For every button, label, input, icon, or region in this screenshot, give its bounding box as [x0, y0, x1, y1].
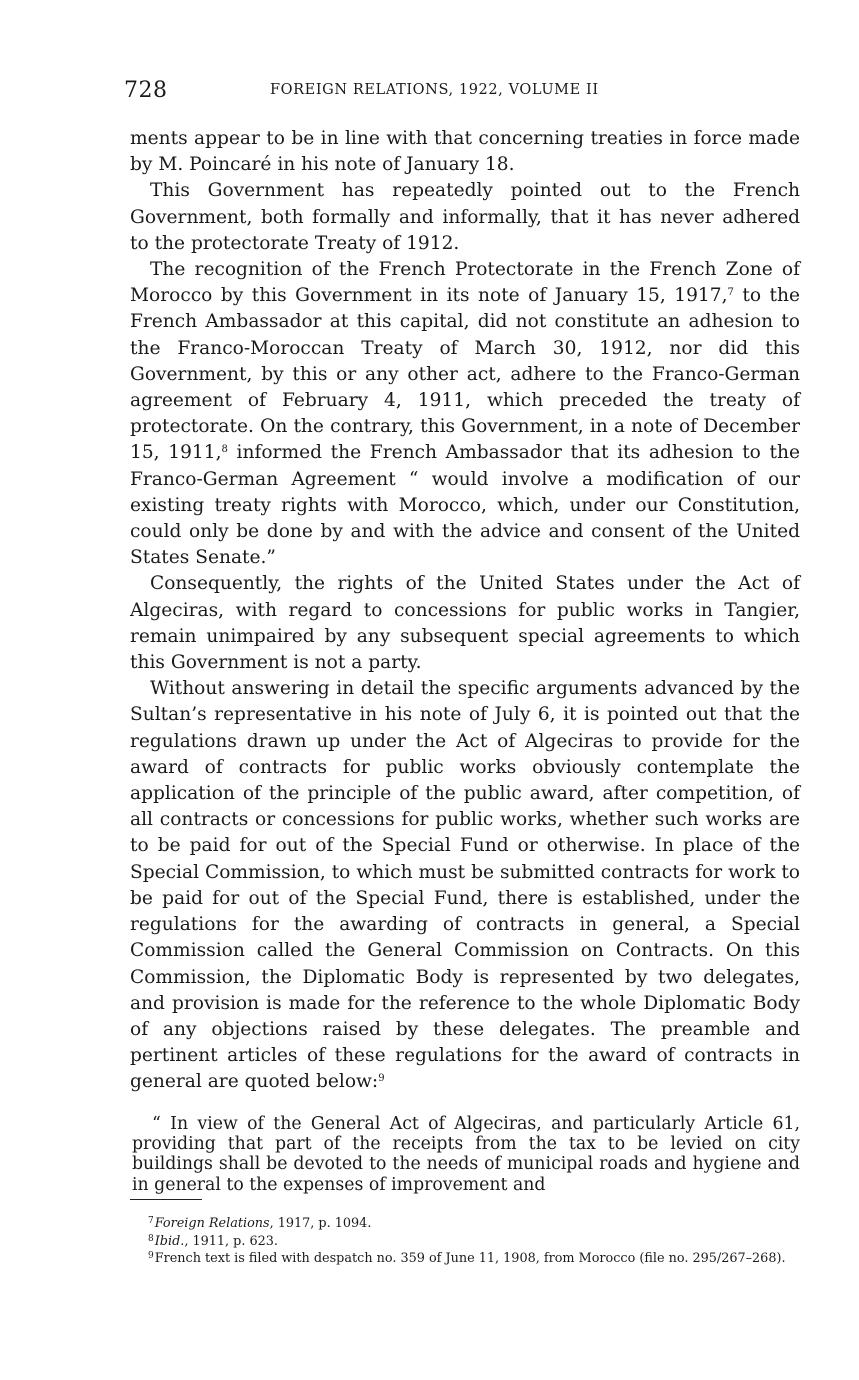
footnote-mark: 9: [148, 1251, 154, 1262]
footnote-ref-9[interactable]: 9: [378, 1073, 385, 1085]
footnote-source: Foreign Relations: [154, 1216, 270, 1232]
footnote-ref-7[interactable]: 7: [727, 287, 734, 299]
page-header: [124, 78, 800, 112]
footnote-8: [130, 1232, 800, 1250]
paragraph-3-text-b: to the French Ambassador at this capital, did not constitute an adhesion to the Franco-Moroccan Treaty of March 30, 1912, nor did this Government, by this or any other act, adhere to the Franco-German agreement of February 4, 1911, which preceded the treaty of protectorate. On the contrary, this Government, in a note of December 15, 1911,: [130, 285, 800, 464]
footnotes: [130, 1214, 800, 1267]
footnote-ref-8[interactable]: 8: [221, 444, 228, 456]
block-quote: “ In view of the General Act of Algeciras, and particularly Article 61, providing that part of the receipts from the tax to be levied on city buildings shall be devoted to the needs of municipal roads and hygiene and in general to the expenses of improvement and: [132, 1113, 800, 1195]
paragraph-5: [130, 676, 800, 1095]
footnote-mark: 7: [148, 1216, 154, 1227]
footnote-mark: 8: [148, 1233, 154, 1244]
footnote-source: Ibid.: [154, 1233, 185, 1249]
paragraph-4: Consequently, the rights of the United States under the Act of Algeciras, with regard to concessions for public works in Tangier, remain unimpaired by any subsequent special agreements to which this Government is not a party.: [130, 573, 800, 674]
paragraph-3-text-a: The recognition of the French Protectorate in the French Zone of Morocco by this Government in its note of January 15, 1917,: [130, 259, 800, 307]
page-number: 728: [124, 78, 168, 103]
paragraph-3-text-c: informed the French Ambassador that its adhesion to the Franco-German Agreement “ would involve a modification of our existing treaty rights with Morocco, which, under our Constitution, could only be done by and with the advice and consent of the United States Senate.”: [130, 442, 800, 569]
footnote-text: , 1917, p. 1094.: [269, 1216, 372, 1232]
paragraph-5-text: Without answering in detail the specific arguments advanced by the Sultan’s representative in his note of July 6, it is pointed out that the regulations drawn up under the Act of Algeciras to provide for the award of contracts for public works obviously contemplate the application of the principle of the public award, after competition, of all contracts or concessions for public works, whether such works are to be paid for out of the Special Fund or otherwise. In place of the Special Commission, to which must be submitted contracts for work to be paid for out of the Special Fund, there is established, under the regulations for the awarding of contracts in general, a Special Commission called the General Commission on Contracts. On this Commission, the Diplomatic Body is represented by two delegates, and provision is made for the reference to the whole Diplomatic Body of any objections raised by these delegates. The preamble and pertinent articles of these regulations for the award of contracts in general are quoted below:: [130, 678, 800, 1093]
paragraph-1: ments appear to be in line with that concerning treaties in force made by M. Poincaré in his note of January 18.: [130, 128, 800, 176]
document-page: [124, 78, 800, 1267]
running-head: FOREIGN RELATIONS, 1922, VOLUME II: [270, 82, 599, 98]
footnote-7: [130, 1214, 800, 1232]
footnote-text: French text is filed with despatch no. 359 of June 11, 1908, from Morocco (file no. 295/267–268).: [154, 1251, 786, 1267]
paragraph-3: [130, 257, 800, 571]
footnote-divider: [130, 1199, 202, 1200]
body-text: [130, 126, 800, 1096]
paragraph-2: This Government has repeatedly pointed out to the French Government, both formally and informally, that it has never adhered to the protectorate Treaty of 1912.: [130, 180, 800, 254]
footnote-text: , 1911, p. 623.: [184, 1233, 279, 1249]
footnote-9: [130, 1249, 800, 1267]
